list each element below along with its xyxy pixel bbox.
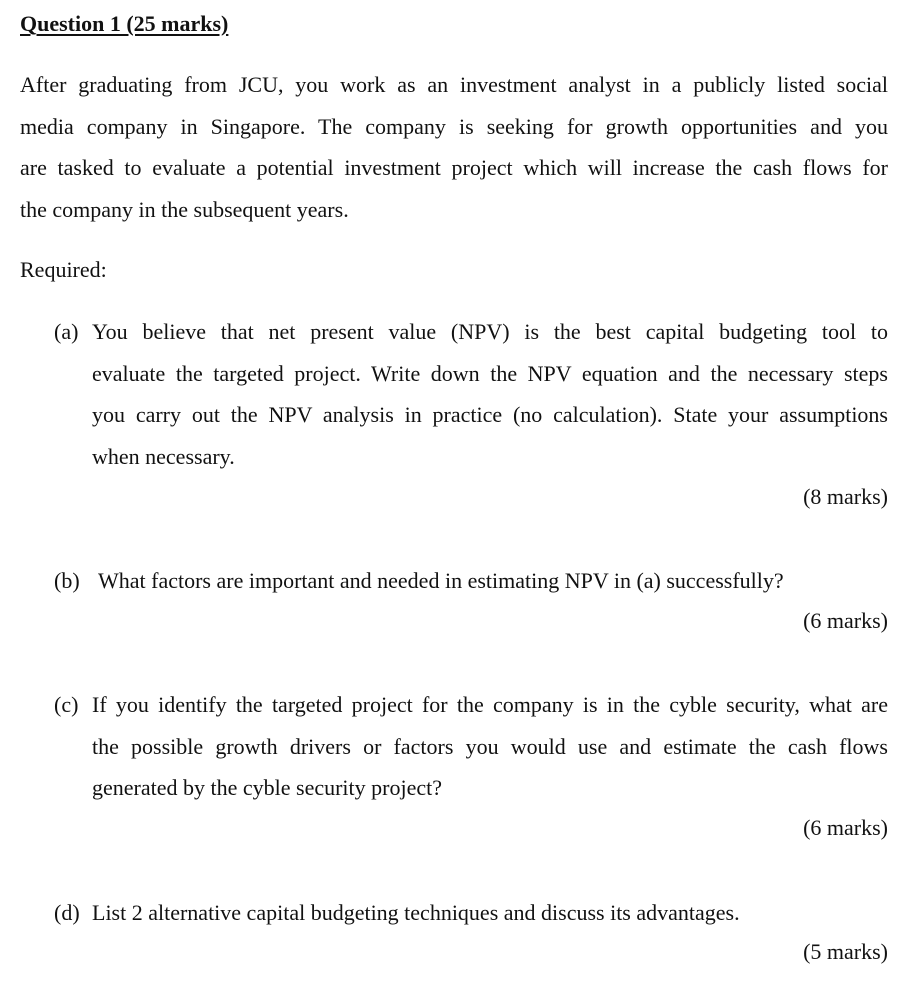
intro-line: After graduating from JCU, you work as an investment analyst in a publicly listed social <box>20 72 888 97</box>
part-line: evaluate the targeted project. Write down the NPV equation and the necessary steps <box>92 360 888 386</box>
part-body <box>92 684 888 809</box>
question-part-d <box>54 892 888 934</box>
part-body <box>98 560 888 602</box>
part-line: the possible growth drivers or factors you would use and estimate the cash flows <box>92 733 888 759</box>
part-label: (a) <box>54 319 79 344</box>
question-title: Question 1 (25 marks) <box>20 11 229 36</box>
question-part-c <box>54 684 888 809</box>
part-line: generated by the cyble security project? <box>92 775 443 800</box>
intro-line: are tasked to evaluate a potential investment project which will increase the cash flows for <box>20 155 888 180</box>
part-label: (d) <box>54 900 80 925</box>
part-label: (b) <box>54 568 80 593</box>
part-line: What factors are important and needed in estimating NPV in (a) successfully? <box>98 568 784 593</box>
part-line: when necessary. <box>92 443 235 469</box>
part-line: If you identify the targeted project for the company is in the cyble security, what are <box>92 692 888 717</box>
part-line: List 2 alternative capital budgeting techniques and discuss its advantages. <box>92 900 740 925</box>
part-line: you carry out the NPV analysis in practice (no calculation). State your assumptions <box>92 402 888 427</box>
intro-line: the company in the subsequent years. <box>20 196 349 222</box>
marks-label: (6 marks) <box>803 608 888 633</box>
part-body <box>92 311 888 477</box>
required-heading: Required: <box>20 257 107 282</box>
marks-label: (5 marks) <box>803 939 888 964</box>
part-body <box>92 892 888 934</box>
part-label: (c) <box>54 692 79 717</box>
question-part-a <box>54 311 888 477</box>
marks-label: (6 marks) <box>803 815 888 840</box>
intro-line: media company in Singapore. The company is seeking for growth opportunities and you <box>20 113 888 139</box>
intro-paragraph <box>20 64 888 230</box>
question-part-b <box>54 560 888 602</box>
part-line: You believe that net present value (NPV) is the best capital budgeting tool to <box>92 319 888 344</box>
marks-label: (8 marks) <box>803 484 888 509</box>
